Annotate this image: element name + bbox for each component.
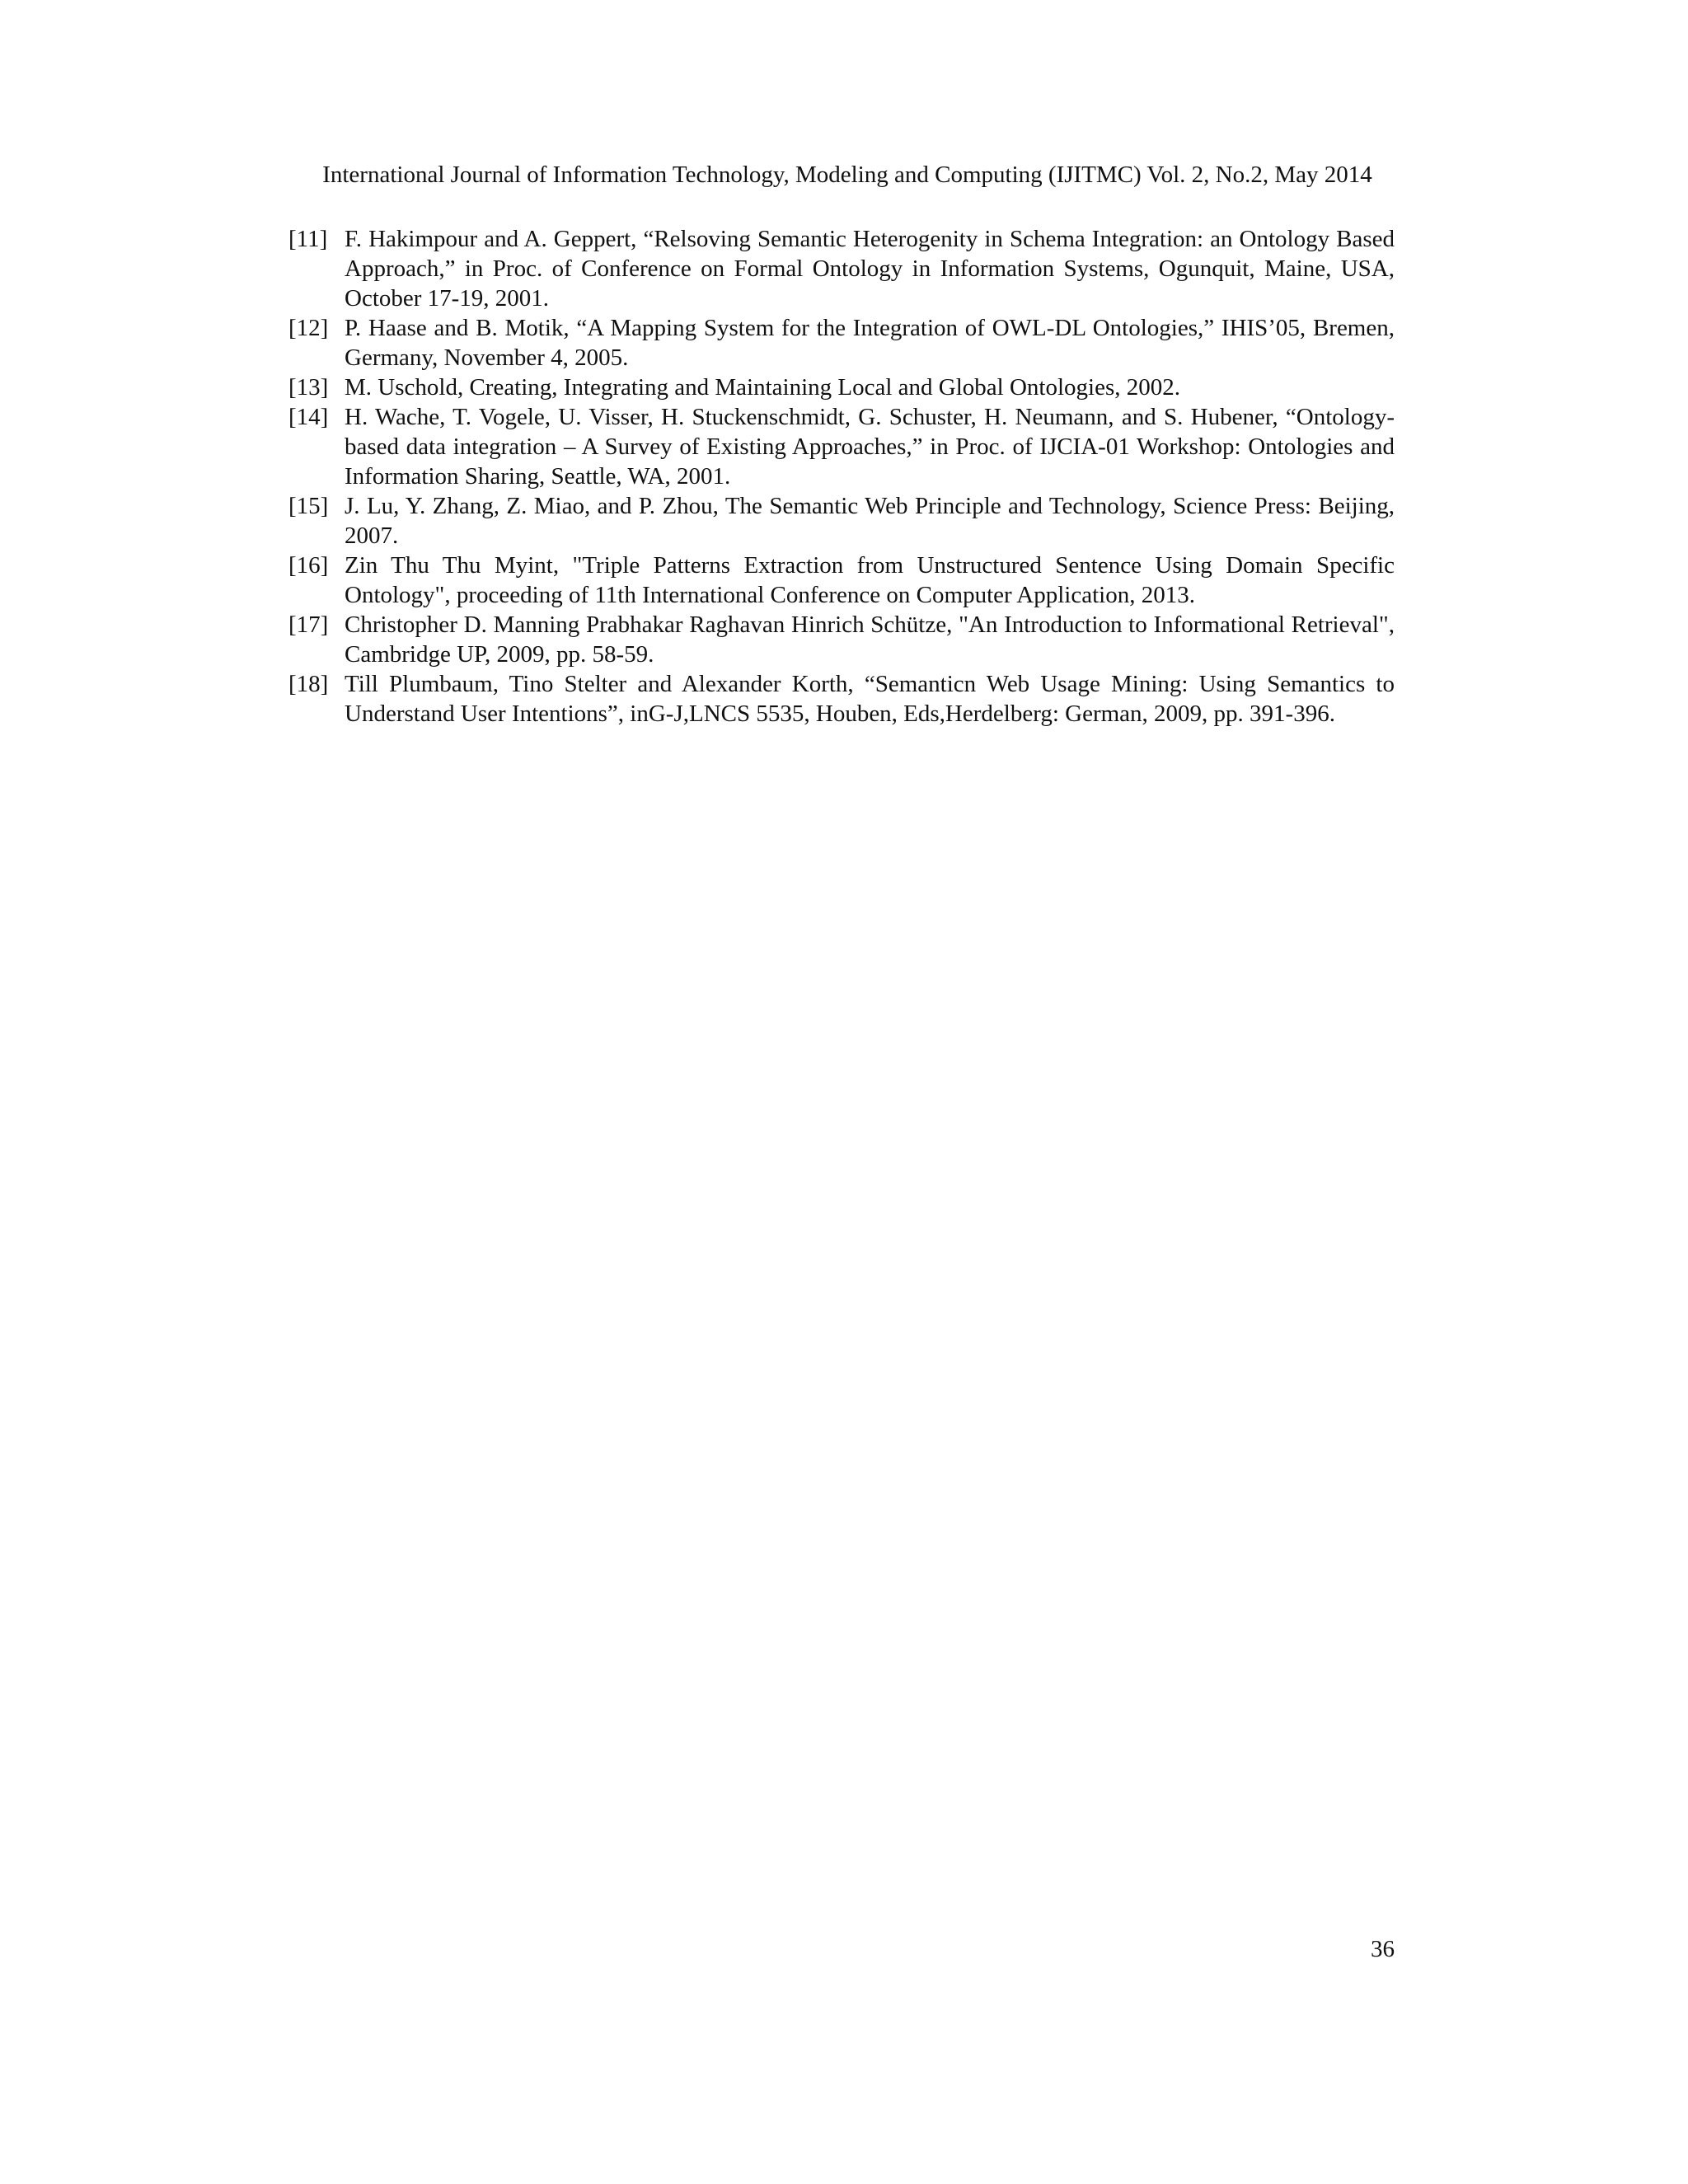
reference-text: Till Plumbaum, Tino Stelter and Alexander Korth, “Semanticn Web Usage Mining: Using Semantics to Understand User Intentions”, inG-J,LNCS 5535, Houben, Eds,Herdelberg: German, 2009, pp. 391-396. bbox=[345, 671, 1395, 727]
reference-item bbox=[288, 224, 1395, 313]
reference-item bbox=[288, 491, 1395, 551]
reference-text: J. Lu, Y. Zhang, Z. Miao, and P. Zhou, The Semantic Web Principle and Technology, Science Press: Beijing, 2007. bbox=[345, 493, 1395, 549]
reference-text: M. Uschold, Creating, Integrating and Maintaining Local and Global Ontologies, 2002. bbox=[345, 374, 1180, 401]
reference-item bbox=[288, 313, 1395, 373]
reference-number: [18] bbox=[288, 671, 329, 697]
reference-text: H. Wache, T. Vogele, U. Visser, H. Stuckenschmidt, G. Schuster, H. Neumann, and S. Hubener, “Ontology-based data integration – A Survey of Existing Approaches,” in Proc. of IJCIA-01 Workshop: Ontologies and Information Sharing, Seattle, WA, 2001. bbox=[345, 404, 1395, 490]
reference-number: [12] bbox=[288, 315, 329, 341]
reference-number: [14] bbox=[288, 404, 329, 430]
reference-item bbox=[288, 551, 1395, 610]
reference-number: [16] bbox=[288, 552, 329, 579]
reference-text: F. Hakimpour and A. Geppert, “Relsoving Semantic Heterogenity in Schema Integration: an Ontology Based Approach,” in Proc. of Conference on Formal Ontology in Information Systems, Ogunquit, Maine, USA, October 17-19, 2001. bbox=[345, 226, 1395, 312]
reference-text: Christopher D. Manning Prabhakar Raghavan Hinrich Schütze, "An Introduction to Informational Retrieval", Cambridge UP, 2009, pp. 58-59. bbox=[345, 612, 1395, 668]
references-list bbox=[288, 224, 1395, 729]
reference-item bbox=[288, 373, 1395, 402]
reference-number: [13] bbox=[288, 374, 329, 401]
reference-number: [15] bbox=[288, 493, 329, 519]
reference-text: Zin Thu Thu Myint, "Triple Patterns Extraction from Unstructured Sentence Using Domain Specific Ontology", proceeding of 11th International Conference on Computer Application, 2013. bbox=[345, 552, 1395, 608]
journal-running-header: International Journal of Information Technology, Modeling and Computing (IJITMC) Vol. 2, No.2, May 2014 bbox=[322, 162, 1372, 188]
reference-item bbox=[288, 610, 1395, 669]
reference-number: [17] bbox=[288, 612, 329, 638]
page-number: 36 bbox=[1371, 1936, 1395, 1962]
reference-number: [11] bbox=[288, 226, 328, 252]
reference-item bbox=[288, 669, 1395, 729]
reference-text: P. Haase and B. Motik, “A Mapping System for the Integration of OWL-DL Ontologies,” IHIS’05, Bremen, Germany, November 4, 2005. bbox=[345, 315, 1395, 371]
reference-item bbox=[288, 402, 1395, 491]
